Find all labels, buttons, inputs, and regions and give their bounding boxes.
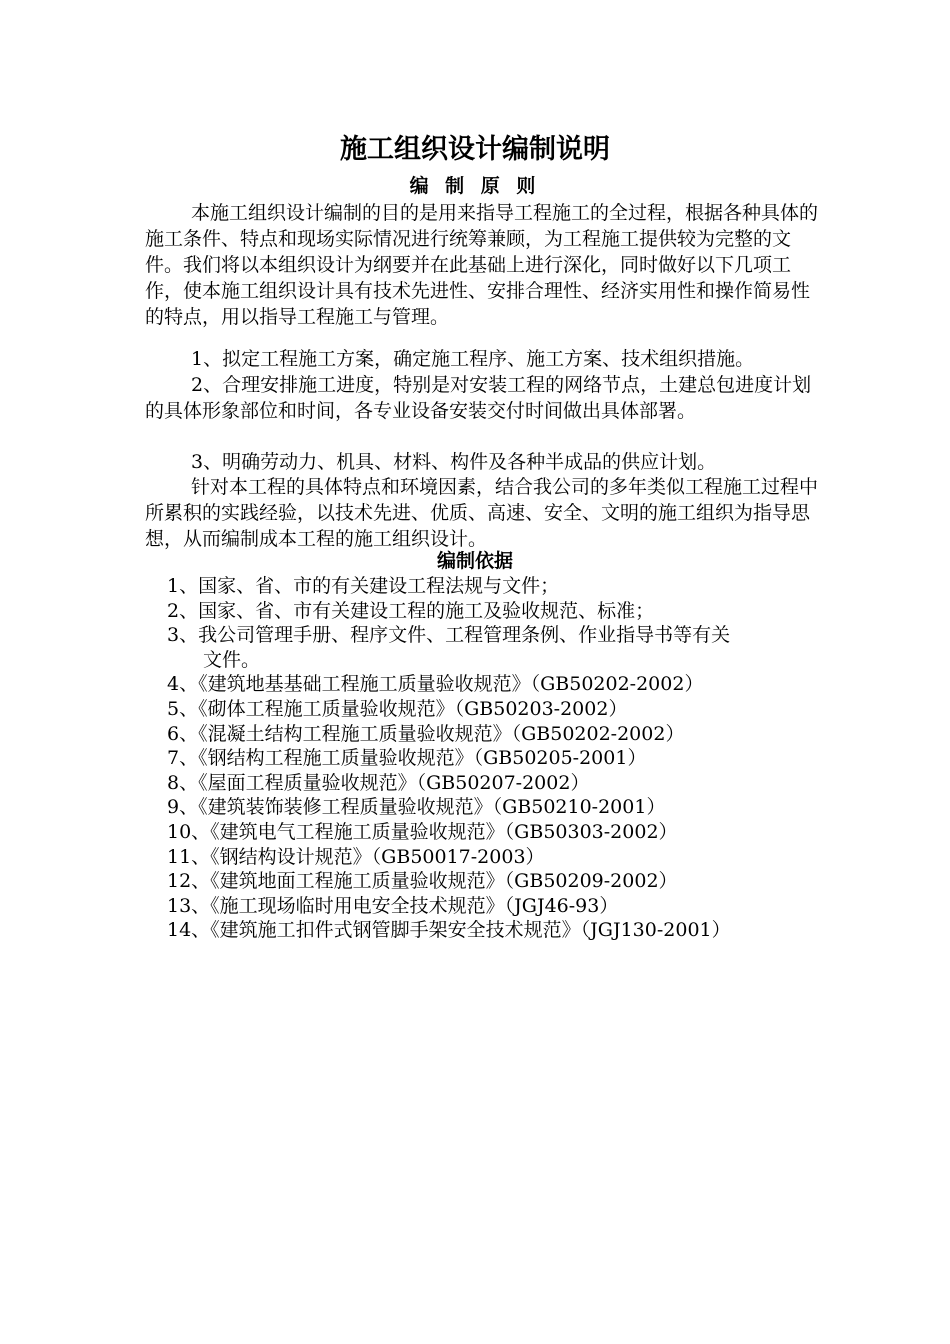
list-item: 3、我公司管理手册、程序文件、工程管理条例、作业指导书等有关	[167, 624, 731, 647]
list-item: 6、《混凝土结构工程施工质量验收规范》（GB50202-2002）	[167, 722, 685, 745]
section-heading-basis: 编制依据	[436, 550, 513, 572]
list-item: 10、《建筑电气工程施工质量验收规范》（GB50303-2002）	[167, 820, 678, 843]
document-title: 施工组织设计编制说明	[340, 134, 610, 165]
basis-list	[167, 574, 847, 943]
list-item: 5、《砌体工程施工质量验收规范》（GB50203-2002）	[167, 697, 628, 720]
list-item: 2、国家、省、市有关建设工程的施工及验收规范、标准；	[167, 599, 655, 622]
section-heading-principles: 编 制 原 则	[409, 175, 541, 197]
list-item: 4、《建筑地基基础工程施工质量验收规范》（GB50202-2002）	[167, 673, 704, 696]
paragraph-item-3: 3、明确劳动力、机具、材料、构件及各种半成品的供应计划。	[191, 451, 717, 473]
paragraph-summary: 针对本工程的具体特点和环境因素，结合我公司的多年类似工程施工过程中所累积的实践经验，以技术先进、优质、高速、安全、文明的施工组织为指导思想，从而编制成本工程的施工组织设计。	[145, 476, 819, 550]
list-item: 9、《建筑装饰装修工程质量验收规范》（GB50210-2001）	[167, 796, 666, 819]
paragraph-item-1: 1、拟定工程施工方案，确定施工程序、施工方案、技术组织措施。	[191, 348, 755, 370]
paragraph-purpose: 本施工组织设计编制的目的是用来指导工程施工的全过程，根据各种具体的施工条件、特点和现场实际情况进行统筹兼顾，为工程施工提供较为完整的文件。我们将以本组织设计为纲要并在此基础上进行深化，同时做好以下几项工作，使本施工组织设计具有技术先进性、安排合理性、经济实用性和操作简易性的特点，用以指导工程施工与管理。	[145, 202, 819, 328]
list-item: 14、《建筑施工扣件式钢管脚手架安全技术规范》（JGJ130-2001）	[167, 919, 731, 942]
paragraph-item-2: 2、合理安排施工进度，特别是对安装工程的网络节点，土建总包进度计划的具体形象部位和时间，各专业设备安装交付时间做出具体部署。	[145, 374, 812, 422]
list-item: 11、《钢结构设计规范》（GB50017-2003）	[167, 845, 545, 868]
list-item: 12、《建筑地面工程施工质量验收规范》（GB50209-2002）	[167, 870, 678, 893]
list-item: 13、《施工现场临时用电安全技术规范》（JGJ46-93）	[167, 894, 619, 917]
list-item: 7、《钢结构工程施工质量验收规范》（GB50205-2001）	[167, 747, 647, 770]
list-item: 1、国家、省、市的有关建设工程法规与文件；	[167, 575, 560, 597]
list-item-continuation: 文件。	[203, 648, 261, 671]
list-item: 8、《屋面工程质量验收规范》（GB50207-2002）	[167, 771, 590, 794]
